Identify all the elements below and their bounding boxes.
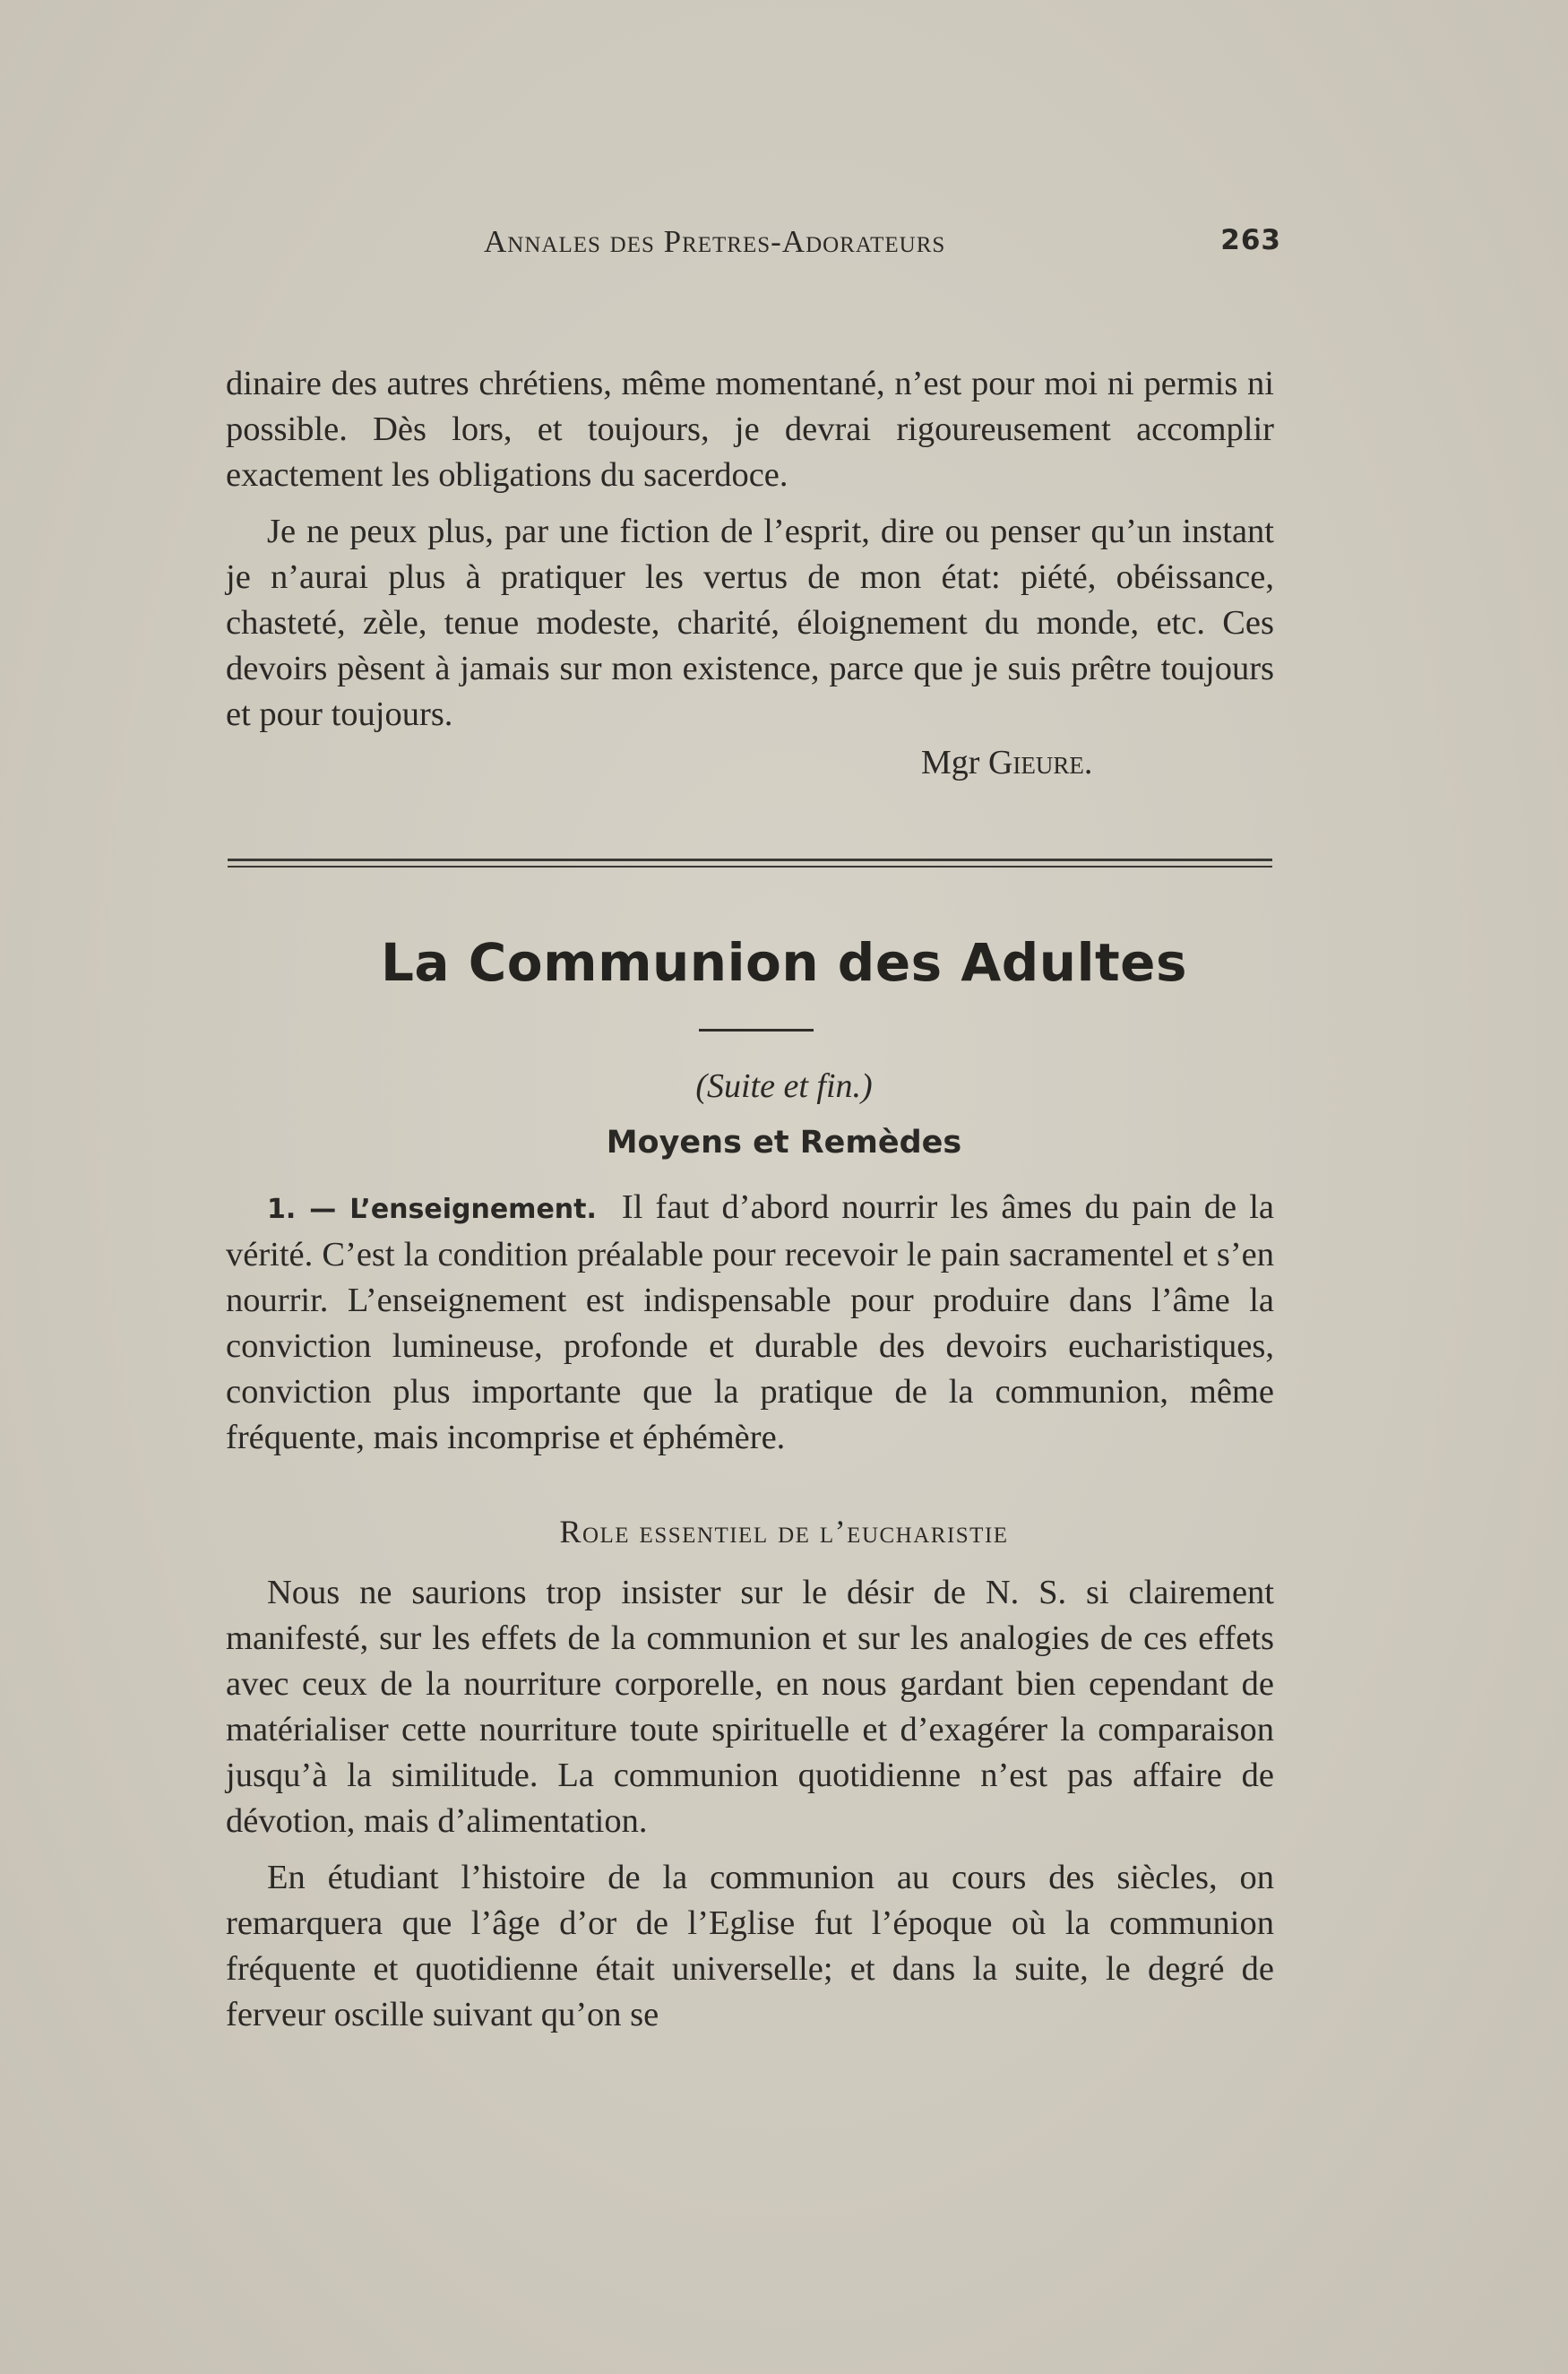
paragraph: Nous ne saurions trop insister sur le désir de N. S. si clairement manifesté, sur les effets de la communion et sur les analogies de ces effets avec ceux de la nourriture corporelle, en nous gardant bien cependant de matérialiser cette nourriture toute spirituelle et d’exagérer la comparaison jusqu’à la similitude. La communion quotidienne n’est pas affaire de dévotion, mais d’alimentation. (226, 1574, 1274, 1840)
article-body (226, 1570, 1274, 2038)
signature (921, 743, 1092, 782)
section-heading: Moyens et Remèdes (606, 1125, 962, 1161)
running-title: Annales des Pretres-Adorateurs (484, 224, 946, 259)
signature-name: Gieure. (987, 744, 1093, 781)
signature-prefix: Mgr (921, 744, 980, 781)
paragraph: En étudiant l’histoire de la communion au cours des siècles, on remarquera que l’âge d’or de l’Eglise fut l’époque où la communion fréquente et quotidienne était universelle; et dans la suite, le degré de ferveur oscille suivant qu’on se (226, 1859, 1274, 2033)
title-rule (699, 1029, 814, 1032)
paragraph-text: Il faut d’abord nourrir les âmes du pain de la vérité. C’est la condition préalable pour recevoir le pain sacramentel et s’en nourrir. L’enseignement est indispensable pour produire dans l’âme la conviction lumineuse, profonde et durable des devoirs eucharistiques, conviction plus importante que la pratique de la communion, même fréquente, mais incomprise et éphémère. (226, 1188, 1274, 1456)
article-subtitle: (Suite et fin.) (695, 1067, 873, 1105)
article-title: La Communion des Adultes (380, 932, 1188, 993)
closing-text (226, 361, 1274, 738)
paragraph: Je ne peux plus, par une fiction de l’esprit, dire ou penser qu’un instant je n’aurai plus à pratiquer les vertus de mon état: piété, obéissance, chasteté, zèle, tenue modeste, charité, éloignement du monde, etc. Ces devoirs pèsent à jamais sur mon existence, parce que je suis prêtre toujours et pour toujours. (226, 513, 1274, 733)
paragraph: dinaire des autres chrétiens, même momentané, n’est pour moi ni permis ni possible. Dès lors, et toujours, je devrai rigoureusement accomplir exactement les obligations du sacerdoce. (226, 365, 1274, 494)
article-paragraph-1 (226, 1185, 1274, 1461)
item-number: 1. — L’enseignement. (267, 1194, 597, 1225)
section-divider (228, 859, 1272, 872)
subheading: Role essentiel de l’eucharistie (559, 1514, 1009, 1550)
page-number: 263 (1220, 224, 1281, 256)
